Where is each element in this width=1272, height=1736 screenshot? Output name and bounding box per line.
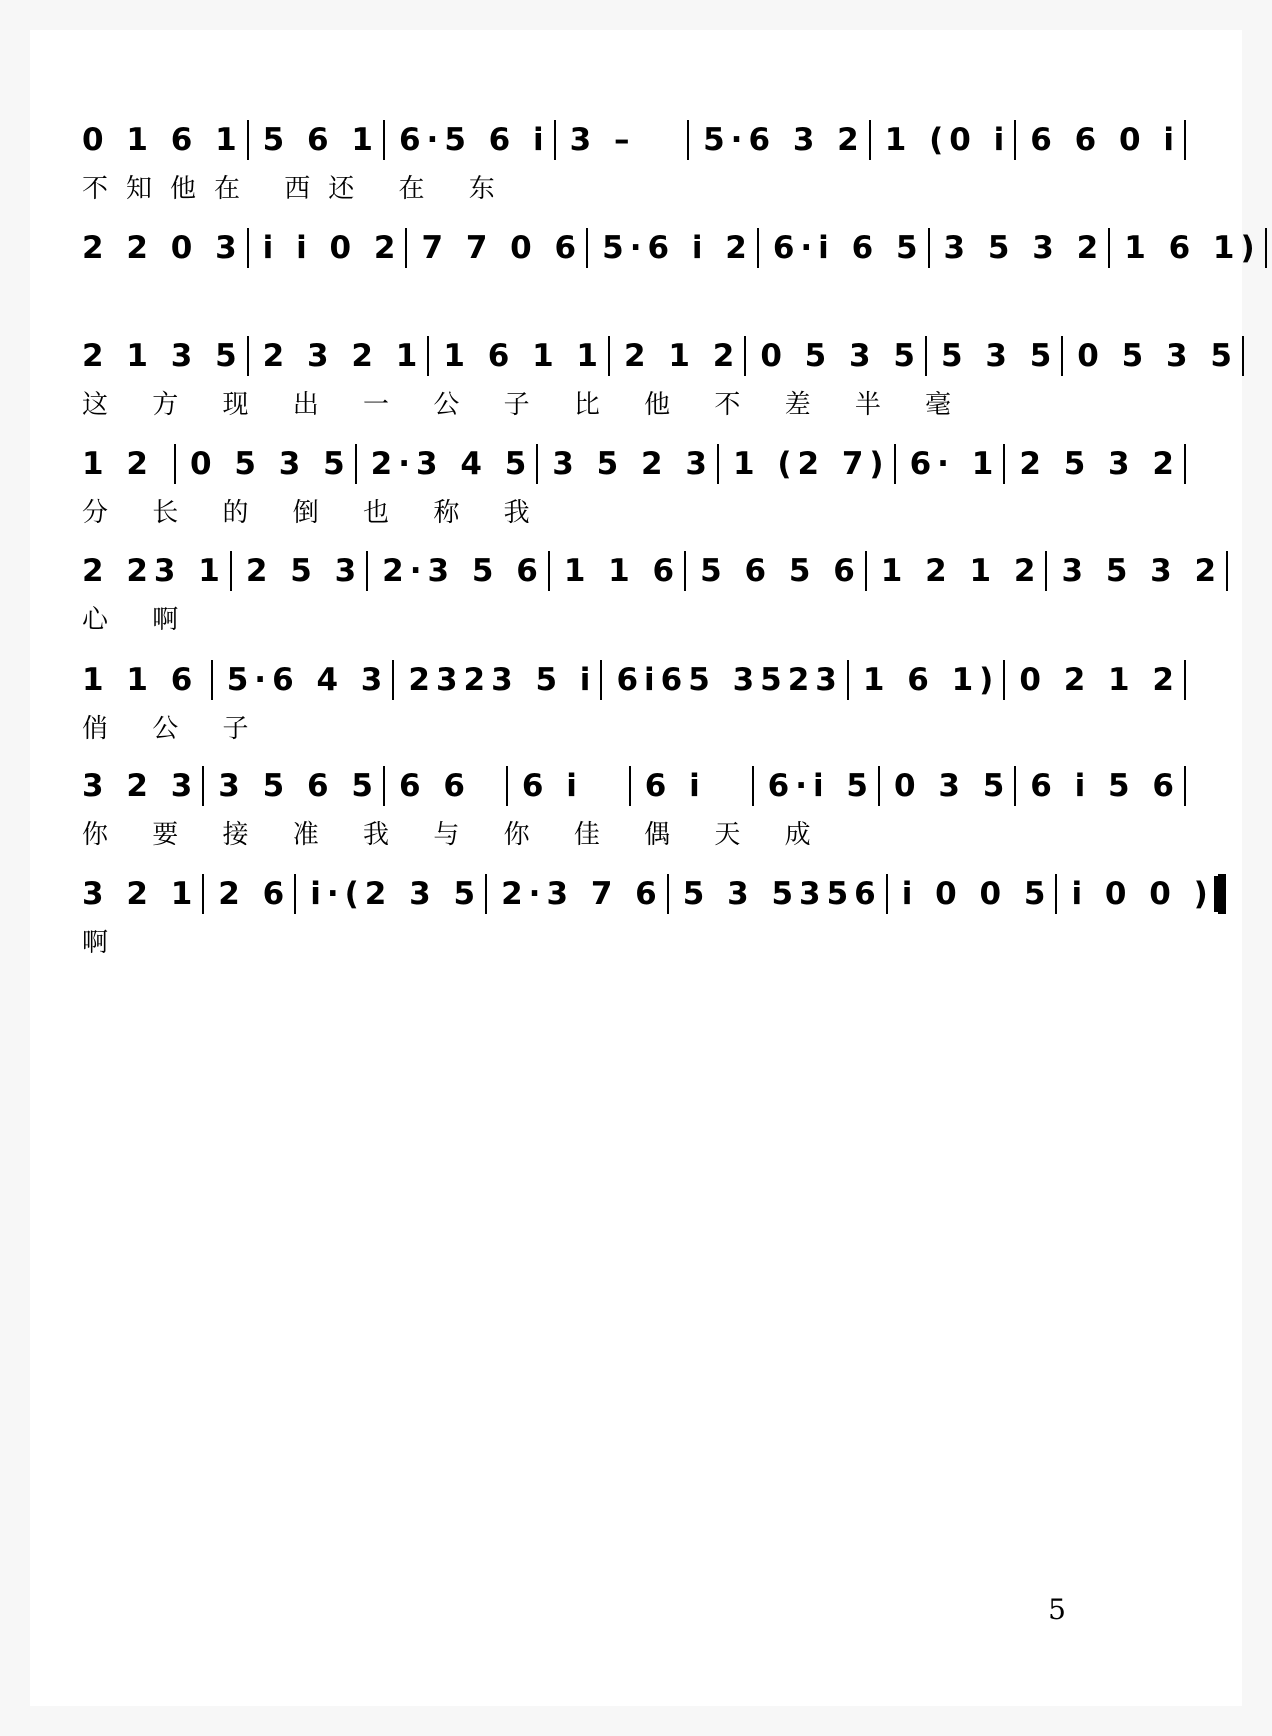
measure: i 0 0 5 — [901, 876, 1052, 912]
measure: 7 7 0 6 — [421, 230, 583, 266]
barline — [744, 336, 746, 376]
measure: 1 6 1) — [862, 662, 1000, 698]
barline — [886, 874, 888, 914]
measure: 1 6 1) — [1124, 230, 1261, 266]
barline — [1045, 551, 1047, 591]
measure: 6 i — [644, 768, 706, 804]
score-system — [82, 334, 1238, 430]
measure: 2 23 1 — [82, 553, 226, 589]
barline — [247, 228, 249, 268]
barline — [1184, 660, 1186, 700]
score-system — [82, 226, 1261, 322]
measure: i 0 0 ) — [1071, 876, 1214, 912]
measure: 5·6 4 3 — [226, 662, 389, 698]
note-line — [82, 872, 1214, 916]
measure: 3 5 3 2 — [943, 230, 1105, 266]
measure: 3 2 1 — [82, 876, 199, 912]
measure: 6 i 5 6 — [1030, 768, 1180, 804]
lyric-line: 你 要 接 准 我 与 你 佳 偶 天 成 — [82, 820, 829, 850]
measure: 6 6 — [398, 768, 471, 804]
score-system — [82, 872, 1214, 968]
measure: 1 1 6 — [563, 553, 681, 589]
barline — [247, 336, 249, 376]
measure: 0 5 3 5 — [1077, 338, 1238, 374]
barline — [1061, 336, 1063, 376]
measure: 1 6 1 1 — [443, 338, 605, 374]
measure: 2 5 3 2 — [1019, 446, 1180, 482]
barline — [548, 551, 550, 591]
barline — [1184, 444, 1186, 484]
measure: 3 5 6 5 — [218, 768, 379, 804]
measure: 2 1 2 — [624, 338, 741, 374]
barline — [1014, 120, 1016, 160]
barline — [383, 120, 385, 160]
note-line — [82, 549, 1223, 593]
barline — [629, 766, 631, 806]
barline — [1184, 766, 1186, 806]
measure: 5 3 5 — [940, 338, 1058, 374]
barline — [202, 874, 204, 914]
measure: 5 6 1 — [262, 122, 379, 158]
measure: 2323 5 i — [408, 662, 597, 698]
barline — [294, 874, 296, 914]
measure: 1 2 — [82, 446, 154, 482]
note-line — [82, 226, 1261, 270]
note-line — [82, 442, 1190, 486]
measure: 5 3 5356 — [682, 876, 882, 912]
barline — [925, 336, 927, 376]
measure: 2·3 7 6 — [501, 876, 663, 912]
measure: 2·3 4 5 — [370, 446, 533, 482]
barline — [366, 551, 368, 591]
barline — [355, 444, 357, 484]
measure: 3 2 3 — [82, 768, 199, 804]
measure: 5·6 i 2 — [602, 230, 753, 266]
measure: 2·3 5 6 — [382, 553, 544, 589]
measure: 6i65 3523 — [616, 662, 843, 698]
barline — [485, 874, 487, 914]
barline — [383, 766, 385, 806]
barline — [405, 228, 407, 268]
barline — [392, 660, 394, 700]
lyric-line — [82, 276, 1190, 310]
barline — [757, 228, 759, 268]
lyric-line: 啊 — [82, 928, 127, 958]
barline — [1265, 228, 1267, 268]
barline — [1226, 551, 1228, 591]
barline — [865, 551, 867, 591]
barline — [211, 660, 213, 700]
barline — [717, 444, 719, 484]
barline — [1108, 228, 1110, 268]
score-system — [82, 658, 1190, 754]
barline — [230, 551, 232, 591]
barline — [684, 551, 686, 591]
barline — [1014, 766, 1016, 806]
measure: 2 5 3 — [245, 553, 363, 589]
measure: 2 1 3 5 — [82, 338, 243, 374]
lyric-line: 分 长 的 倒 也 称 我 — [82, 498, 548, 528]
barline — [1242, 336, 1244, 376]
measure: 0 5 3 5 — [760, 338, 921, 374]
measure: 3 5 2 3 — [552, 446, 713, 482]
barline — [894, 444, 896, 484]
measure: 0 2 1 2 — [1019, 662, 1180, 698]
measure: 2 3 2 1 — [262, 338, 424, 374]
measure: 1 (0 i — [884, 122, 1011, 158]
measure: 5·6 3 2 — [703, 122, 865, 158]
measure: 5 6 5 6 — [700, 553, 861, 589]
note-line — [82, 764, 1190, 808]
measure: 6· 1 — [909, 446, 1000, 482]
barline — [847, 660, 849, 700]
measure: 6·5 6 i — [398, 122, 550, 158]
lyric-line: 心 啊 — [82, 605, 197, 635]
barline — [600, 660, 602, 700]
score-system — [82, 118, 1190, 214]
measure: i i 0 2 — [262, 230, 402, 266]
barline — [878, 766, 880, 806]
barline — [202, 766, 204, 806]
barline — [869, 120, 871, 160]
measure: 2 6 — [218, 876, 291, 912]
barline — [554, 120, 556, 160]
measure: 6 i — [521, 768, 583, 804]
measure: i·(2 3 5 — [310, 876, 482, 912]
measure: 0 1 6 1 — [82, 122, 243, 158]
final-barline — [1218, 874, 1226, 914]
lyric-line: 俏 公 子 — [82, 714, 267, 744]
barline — [608, 336, 610, 376]
barline — [687, 120, 689, 160]
measure: 6·i 5 — [767, 768, 874, 804]
score-system — [82, 549, 1223, 645]
score-system — [82, 442, 1190, 538]
measure: 6·i 6 5 — [772, 230, 924, 266]
measure: 1 2 1 2 — [880, 553, 1042, 589]
measure: 1 1 6 — [82, 662, 199, 698]
barline — [1003, 444, 1005, 484]
measure: 3 5 3 2 — [1061, 553, 1223, 589]
measure: 0 3 5 — [893, 768, 1011, 804]
barline — [506, 766, 508, 806]
note-line — [82, 658, 1190, 702]
measure: 3 – — [569, 122, 636, 158]
barline — [247, 120, 249, 160]
barline — [752, 766, 754, 806]
measure: 2 2 0 3 — [82, 230, 243, 266]
barline — [174, 444, 176, 484]
barline — [536, 444, 538, 484]
barline — [1003, 660, 1005, 700]
barline — [667, 874, 669, 914]
measure: 0 5 3 5 — [189, 446, 351, 482]
barline — [1055, 874, 1057, 914]
note-line — [82, 334, 1238, 378]
lyric-line: 不知他在 西还 在 东 — [82, 174, 513, 204]
page-number: 5 — [1048, 1593, 1066, 1626]
score-system — [82, 764, 1190, 860]
barline — [928, 228, 930, 268]
measure: 1 (2 7) — [732, 446, 890, 482]
lyric-line: 这 方 现 出 一 公 子 比 他 不 差 半 毫 — [82, 390, 970, 420]
note-line — [82, 118, 1190, 162]
barline — [427, 336, 429, 376]
measure: 6 6 0 i — [1030, 122, 1180, 158]
barline — [586, 228, 588, 268]
barline — [1184, 120, 1186, 160]
